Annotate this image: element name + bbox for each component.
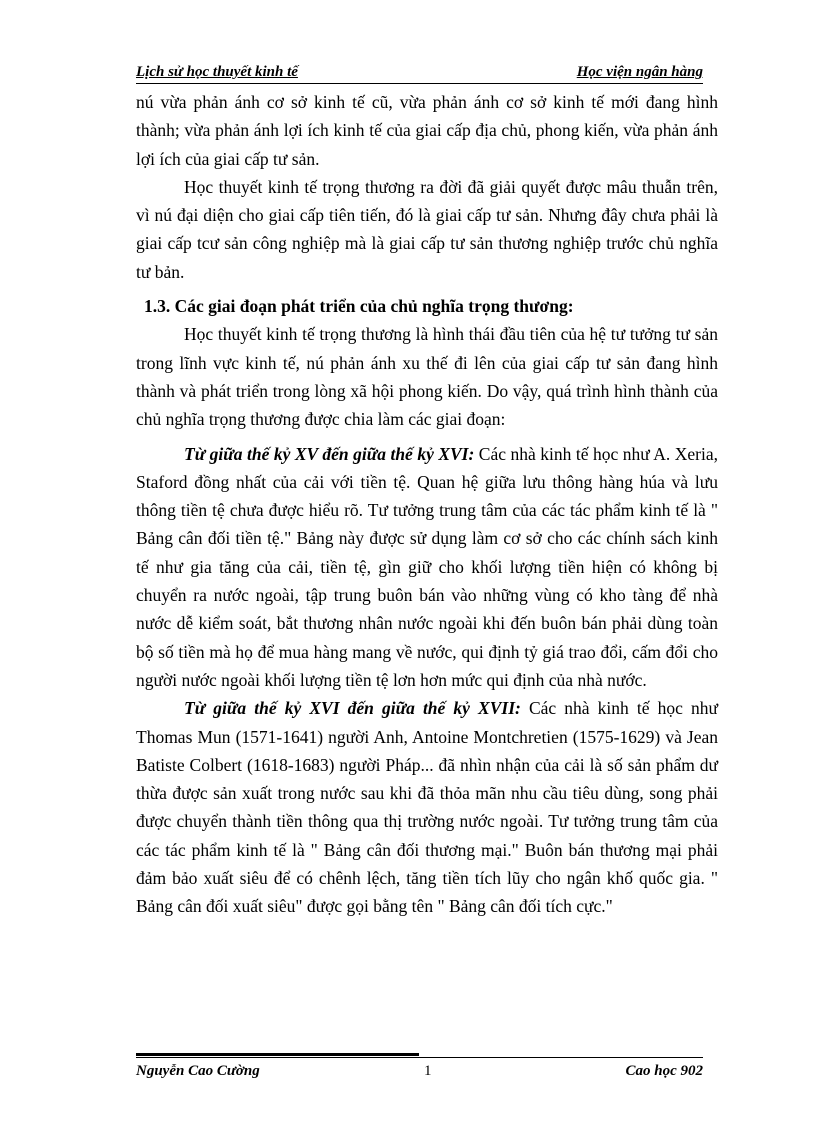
paragraph-mercantilism-birth: Học thuyết kinh tế trọng thương ra đời đã giải quyết được mâu thuẫn trên, vì nú đại diện cho giai cấp tiên tiến, đó là giai cấp tư sản. Nhưng đây chưa phải là giai cấp tcư sản công nghiệp mà là giai cấp tư sản thương nghiệp trước chủ nghĩa tư bản.: [136, 176, 718, 282]
header-rule: [136, 83, 703, 84]
period-2-text: Các nhà kinh tế học như Thomas Mun (1571-1641) người Anh, Antoine Montchretien (1575-1629) và Jean Batiste Colbert (1618-1683) người Pháp... đã nhìn nhận của cải là số sản phẩm dư thừa được sản xuất trong nước sau khi đã thỏa mãn nhu cầu tiêu dùng, song phải được chuyển thành tiền thông qua thị trường nước ngoài. Tư tưởng trung tâm của các tác phẩm kinh tế là " Bảng cân đối thương mại." Buôn bán thương mại phải đảm bảo xuất siêu để có chênh lệch, tăng tiền tích lũy cho ngân khố quốc gia. " Bảng cân đối xuất siêu" được gọi bằng tên " Bảng cân đối tích cực.": [136, 698, 719, 917]
footer-author: Nguyễn Cao Cường: [136, 1063, 260, 1079]
footer-rule-thick: [136, 1053, 419, 1056]
footer-rule: [136, 1057, 703, 1058]
period-1-title: Từ giữa thế kỷ XV đến giữa thế kỷ XVI:: [184, 443, 475, 464]
footer-class: Cao học 902: [625, 1063, 703, 1079]
section-heading: 1.3. Các giai đoạn phát triển của chủ nghĩa trọng thương:: [144, 296, 574, 317]
page-header: [136, 64, 703, 84]
header-title-left: Lịch sử học thuyết kinh tế: [136, 64, 298, 80]
period-2-title: Từ giữa thế kỷ XVI đến giữa thế kỷ XVII:: [184, 698, 521, 719]
paragraph-period-1: [136, 440, 718, 695]
paragraph-intro-stages: Học thuyết kinh tế trọng thương là hình thái đầu tiên của hệ tư tưởng tư sản trong lĩnh vực kinh tế, nú phản ánh xu thế đi lên của giai cấp tư sản đang hình thành và phát triển trong lòng xã hội phong kiến. Do vậy, quá trình hình thành của chủ nghĩa trọng thương được chia làm các giai đoạn:: [136, 324, 718, 430]
header-title-right: Học viện ngân hàng: [576, 64, 703, 80]
period-1-text: Các nhà kinh tế học như A. Xeria, Staford đồng nhất của cải với tiền tệ. Quan hệ giữa lưu thông hàng húa và lưu thông tiền tệ chưa được hiểu rõ. Tư tưởng trung tâm của các tác phẩm kinh tế là " Bảng cân đối tiền tệ." Bảng này được sử dụng làm cơ sở cho các chính sách kinh tế như gia tăng của cải, tiền tệ, gìn giữ cho khối lượng tiền hiện có không bị chuyển ra nước ngoài, tập trung buôn bán vào những vùng có kho tàng để nhà nước dễ kiểm soát, bắt thương nhân nước ngoài khi đến buôn bán phải dùng toàn bộ số tiền mà họ để mua hàng mang về nước, qui định tỷ giá trao đổi, cấm đổi cho người nước ngoài khối lượng tiền tệ lơn hơn mức qui định của nhà nước.: [136, 443, 718, 690]
page-number: 1: [424, 1063, 432, 1079]
paragraph-continuation: nú vừa phản ánh cơ sở kinh tế cũ, vừa phản ánh cơ sở kinh tế mới đang hình thành; vừa phản ánh lợi ích kinh tế của giai cấp địa chủ, phong kiến, vừa phản ánh lợi ích của giai cấp tư sản.: [136, 92, 718, 169]
paragraph-period-2: [136, 694, 718, 920]
document-body: [136, 88, 718, 921]
